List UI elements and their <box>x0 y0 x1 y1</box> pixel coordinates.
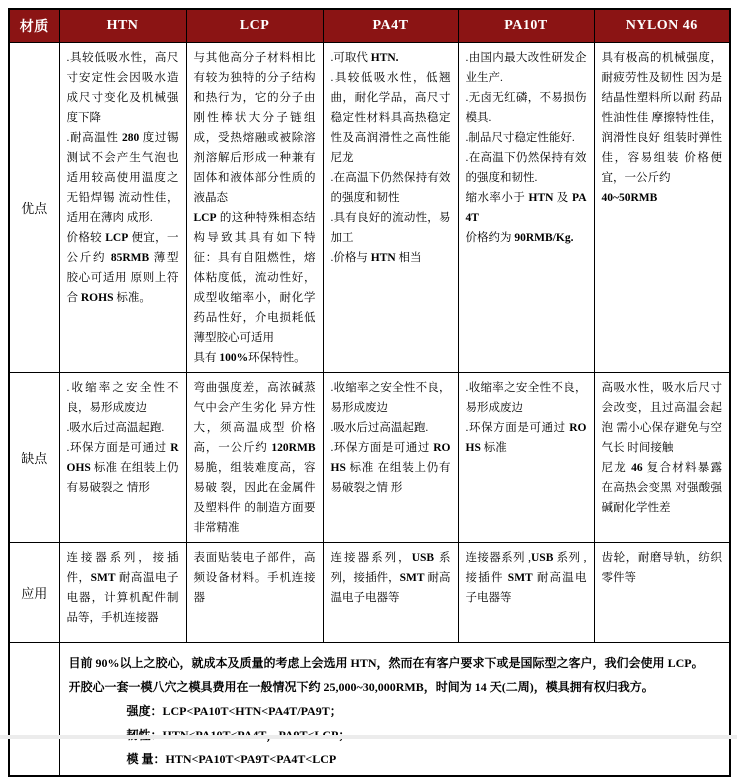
cell-paragraph: .环保方面是可通过 ROHS 标准 在组装上仍有易破裂之 情形 <box>66 442 179 494</box>
latin-text: 90RMB/Kg. <box>514 232 574 244</box>
cell-paragraph: .吸水后过高温起跑. <box>66 422 165 434</box>
table-row <box>9 43 730 373</box>
table-cell <box>59 43 186 373</box>
latin-text: 120RMB <box>271 442 316 454</box>
row-label: 优点 <box>9 43 59 373</box>
latin-text: 14 <box>474 680 487 694</box>
cell-paragraph: .由国内最大改性研发企业生产. <box>465 52 587 84</box>
cell-paragraph <box>602 188 723 208</box>
cell-paragraph: 缩水率小于 HTN 及 PA4T <box>465 192 587 224</box>
cell-paragraph: .无卤无红磷，不易损伤模具. <box>465 92 587 124</box>
latin-text: 46 <box>631 462 643 474</box>
footer-label-cell <box>9 643 59 777</box>
cell-paragraph: .制品尺寸稳定性能好. <box>465 132 575 144</box>
cell-paragraph: 弯曲强度差，高浓碱蒸气中会产生劣化 异方性大，须高温成型 价格高，一公斤约 120RMB 易脆，组装难度高，容易破 裂，因此在金属件及塑料件 的制造方面要非常精准 <box>193 382 316 534</box>
table-cell <box>186 43 323 373</box>
cell-paragraph: .可取代 HTN. <box>330 52 399 64</box>
latin-text: SMT <box>399 572 425 584</box>
latin-text: 280 <box>122 132 140 144</box>
table-cell <box>594 373 730 543</box>
latin-text: HTN<PA10T<PA9T<PA4T<LCP <box>165 752 337 766</box>
table-cell <box>458 373 594 543</box>
cell-paragraph: .在高温下仍然保持有效的强度和韧性. <box>465 152 587 184</box>
latin-text: LCP <box>105 232 129 244</box>
header-cell-pa10t: PA10T <box>458 9 594 43</box>
latin-text: SMT <box>90 572 116 584</box>
header-cell-pa4t: PA4T <box>323 9 458 43</box>
latin-text: PA4T <box>465 192 587 224</box>
latin-text: USB <box>531 552 554 564</box>
page-bottom-edge <box>0 735 737 739</box>
latin-text: LCP<PA10T<HTN<PA4T/PA9T <box>162 704 330 718</box>
table-row <box>9 543 730 643</box>
row-label: 缺点 <box>9 373 59 543</box>
cell-paragraph: 连接器系列 ,USB 系列 ,接插件 SMT 耐高温电子电器等 <box>465 552 587 604</box>
footer-line: 开胶心一套一模八穴之模具费用在一般情况下约 25,000~30,000RMB，时间为 14 天(二周)，模具拥有权归我方。 <box>68 680 654 694</box>
latin-text: ROHS <box>465 422 587 454</box>
cell-paragraph: 价格较 LCP 便宜，一公斤约 85RMB 薄型胶心可适用 原则上符合 ROHS 标准。 <box>66 232 179 304</box>
cell-paragraph: .环保方面是可通过 ROHS 标准 在组装上仍有易破裂之情 形 <box>330 442 451 494</box>
latin-text: ROHS <box>80 292 114 304</box>
cell-paragraph: .收缩率之安全性不良，易形成废边 <box>66 382 179 414</box>
header-cell-lcp: LCP <box>186 9 323 43</box>
cell-paragraph: .收缩率之安全性不良，易形成废边 <box>330 382 451 414</box>
latin-text: HTN <box>350 656 377 670</box>
material-comparison-table <box>8 8 731 777</box>
cell-paragraph: .在高温下仍然保持有效的强度和韧性 <box>330 172 451 204</box>
table-cell <box>458 43 594 373</box>
cell-paragraph: .环保方面是可通过 ROHS 标准 <box>465 422 587 454</box>
table-cell <box>59 543 186 643</box>
table-cell <box>458 543 594 643</box>
latin-text: 85RMB <box>110 252 150 264</box>
header-row <box>9 9 730 43</box>
cell-paragraph: 具有 100%环保特性。 <box>193 352 306 364</box>
header-cell-htn: HTN <box>59 9 186 43</box>
latin-text: 90% <box>95 656 120 670</box>
table-cell <box>323 373 458 543</box>
cell-paragraph: .收缩率之安全性不良，易形成废边 <box>465 382 587 414</box>
cell-paragraph: .吸水后过高温起跑. <box>330 422 429 434</box>
cell-paragraph: .耐高温性 280 度过锡测试不会产生气泡也适用较高使用温度之无铅焊锡 流动性佳，适用在薄肉 成形. <box>66 132 179 224</box>
footer-line: 目前 90%以上之胶心，就成本及质量的考虑上会选用 HTN，然而在有客户要求下或是国际型之客户，我们会使用 LCP。 <box>68 656 704 670</box>
cell-paragraph: 具有极高的机械强度，耐疲劳性及韧性 因为是结晶性塑料所以耐 药品性油性佳 摩擦特性佳，润滑性良好 组装时弹性佳，容易组装 价格便宜，一公斤约 <box>601 52 722 184</box>
table-cell <box>594 543 730 643</box>
table-cell <box>594 43 730 373</box>
cell-paragraph: 价格约为 90RMB/Kg. <box>465 232 574 244</box>
table-cell <box>186 543 323 643</box>
header-cell-material: 材质 <box>9 9 59 43</box>
footer-line: 模 量：HTN<PA10T<PA9T<PA4T<LCP <box>126 752 337 766</box>
latin-text: HTN <box>370 252 396 264</box>
latin-text: 40~50RMB <box>601 192 658 204</box>
latin-text: ROHS <box>330 442 451 474</box>
footer-line: 强度：LCP<PA10T<HTN<PA4T/PA9T； <box>126 704 342 718</box>
cell-paragraph: .价格与 HTN 相当 <box>330 252 422 264</box>
table-cell <box>59 373 186 543</box>
table-cell <box>323 543 458 643</box>
cell-paragraph: 与其他高分子材料相比有较为独特的分子结构和热行为，它的分子由刚性棒状大分子链组成，受热熔融或被除溶剂溶解后形成一种兼有固体和液体部分性质的液晶态 <box>193 52 316 204</box>
table-row <box>9 373 730 543</box>
latin-text: LCP <box>667 656 692 670</box>
latin-text: HTN. <box>370 52 399 64</box>
latin-text: 100% <box>219 352 249 364</box>
cell-paragraph: 尼龙 46 复合材料暴露在高热会变黑 对强酸强碱耐化学性差 <box>601 462 722 514</box>
cell-paragraph: 高吸水性，吸水后尺寸会改变，且过高温会起泡 需小心保存避免与空气长 时间接触 <box>601 382 722 454</box>
cell-paragraph: LCP 的这种特殊相态结构导致其具有如下特征：具有自阻燃性，熔体粘度低，流动性好，成型收缩率小，耐化学药品性好，介电损耗低 薄型胶心可适用 <box>193 212 316 344</box>
latin-text: ROHS <box>66 442 179 474</box>
cell-paragraph: 表面贴装电子部件，高频设备材料。手机连接器 <box>193 552 316 604</box>
table-cell <box>186 373 323 543</box>
row-label: 应用 <box>9 543 59 643</box>
latin-text: HTN <box>528 192 554 204</box>
cell-paragraph: 齿轮，耐磨导轨，纺织零件等 <box>601 552 722 584</box>
cell-paragraph: .具较低吸水性，低翘曲，耐化学品，高尺寸稳定性材料具高热稳定性及高润滑性之高性能尼龙 <box>330 72 451 164</box>
footer-note-cell <box>59 643 730 777</box>
latin-text: LCP <box>193 212 217 224</box>
cell-paragraph: .具有良好的流动性，易加工 <box>330 212 451 244</box>
latin-text: USB <box>411 552 435 564</box>
table-cell <box>323 43 458 373</box>
cell-paragraph: 连接器系列，USB 系列，接插件，SMT 耐高温电子电器等 <box>330 552 451 604</box>
latin-text: SMT <box>507 572 533 584</box>
footer-row <box>9 643 730 777</box>
cell-paragraph: .具较低吸水性，高尺寸安定性会因吸水造成尺寸变化及机械强度下降 <box>66 52 179 124</box>
latin-text: 25,000~30,000RMB <box>323 680 424 694</box>
cell-paragraph: 连接器系列，接插件，SMT 耐高温电子电器，计算机配件制品等，手机连接器 <box>66 552 179 624</box>
header-cell-nylon46: NYLON 46 <box>594 9 730 43</box>
